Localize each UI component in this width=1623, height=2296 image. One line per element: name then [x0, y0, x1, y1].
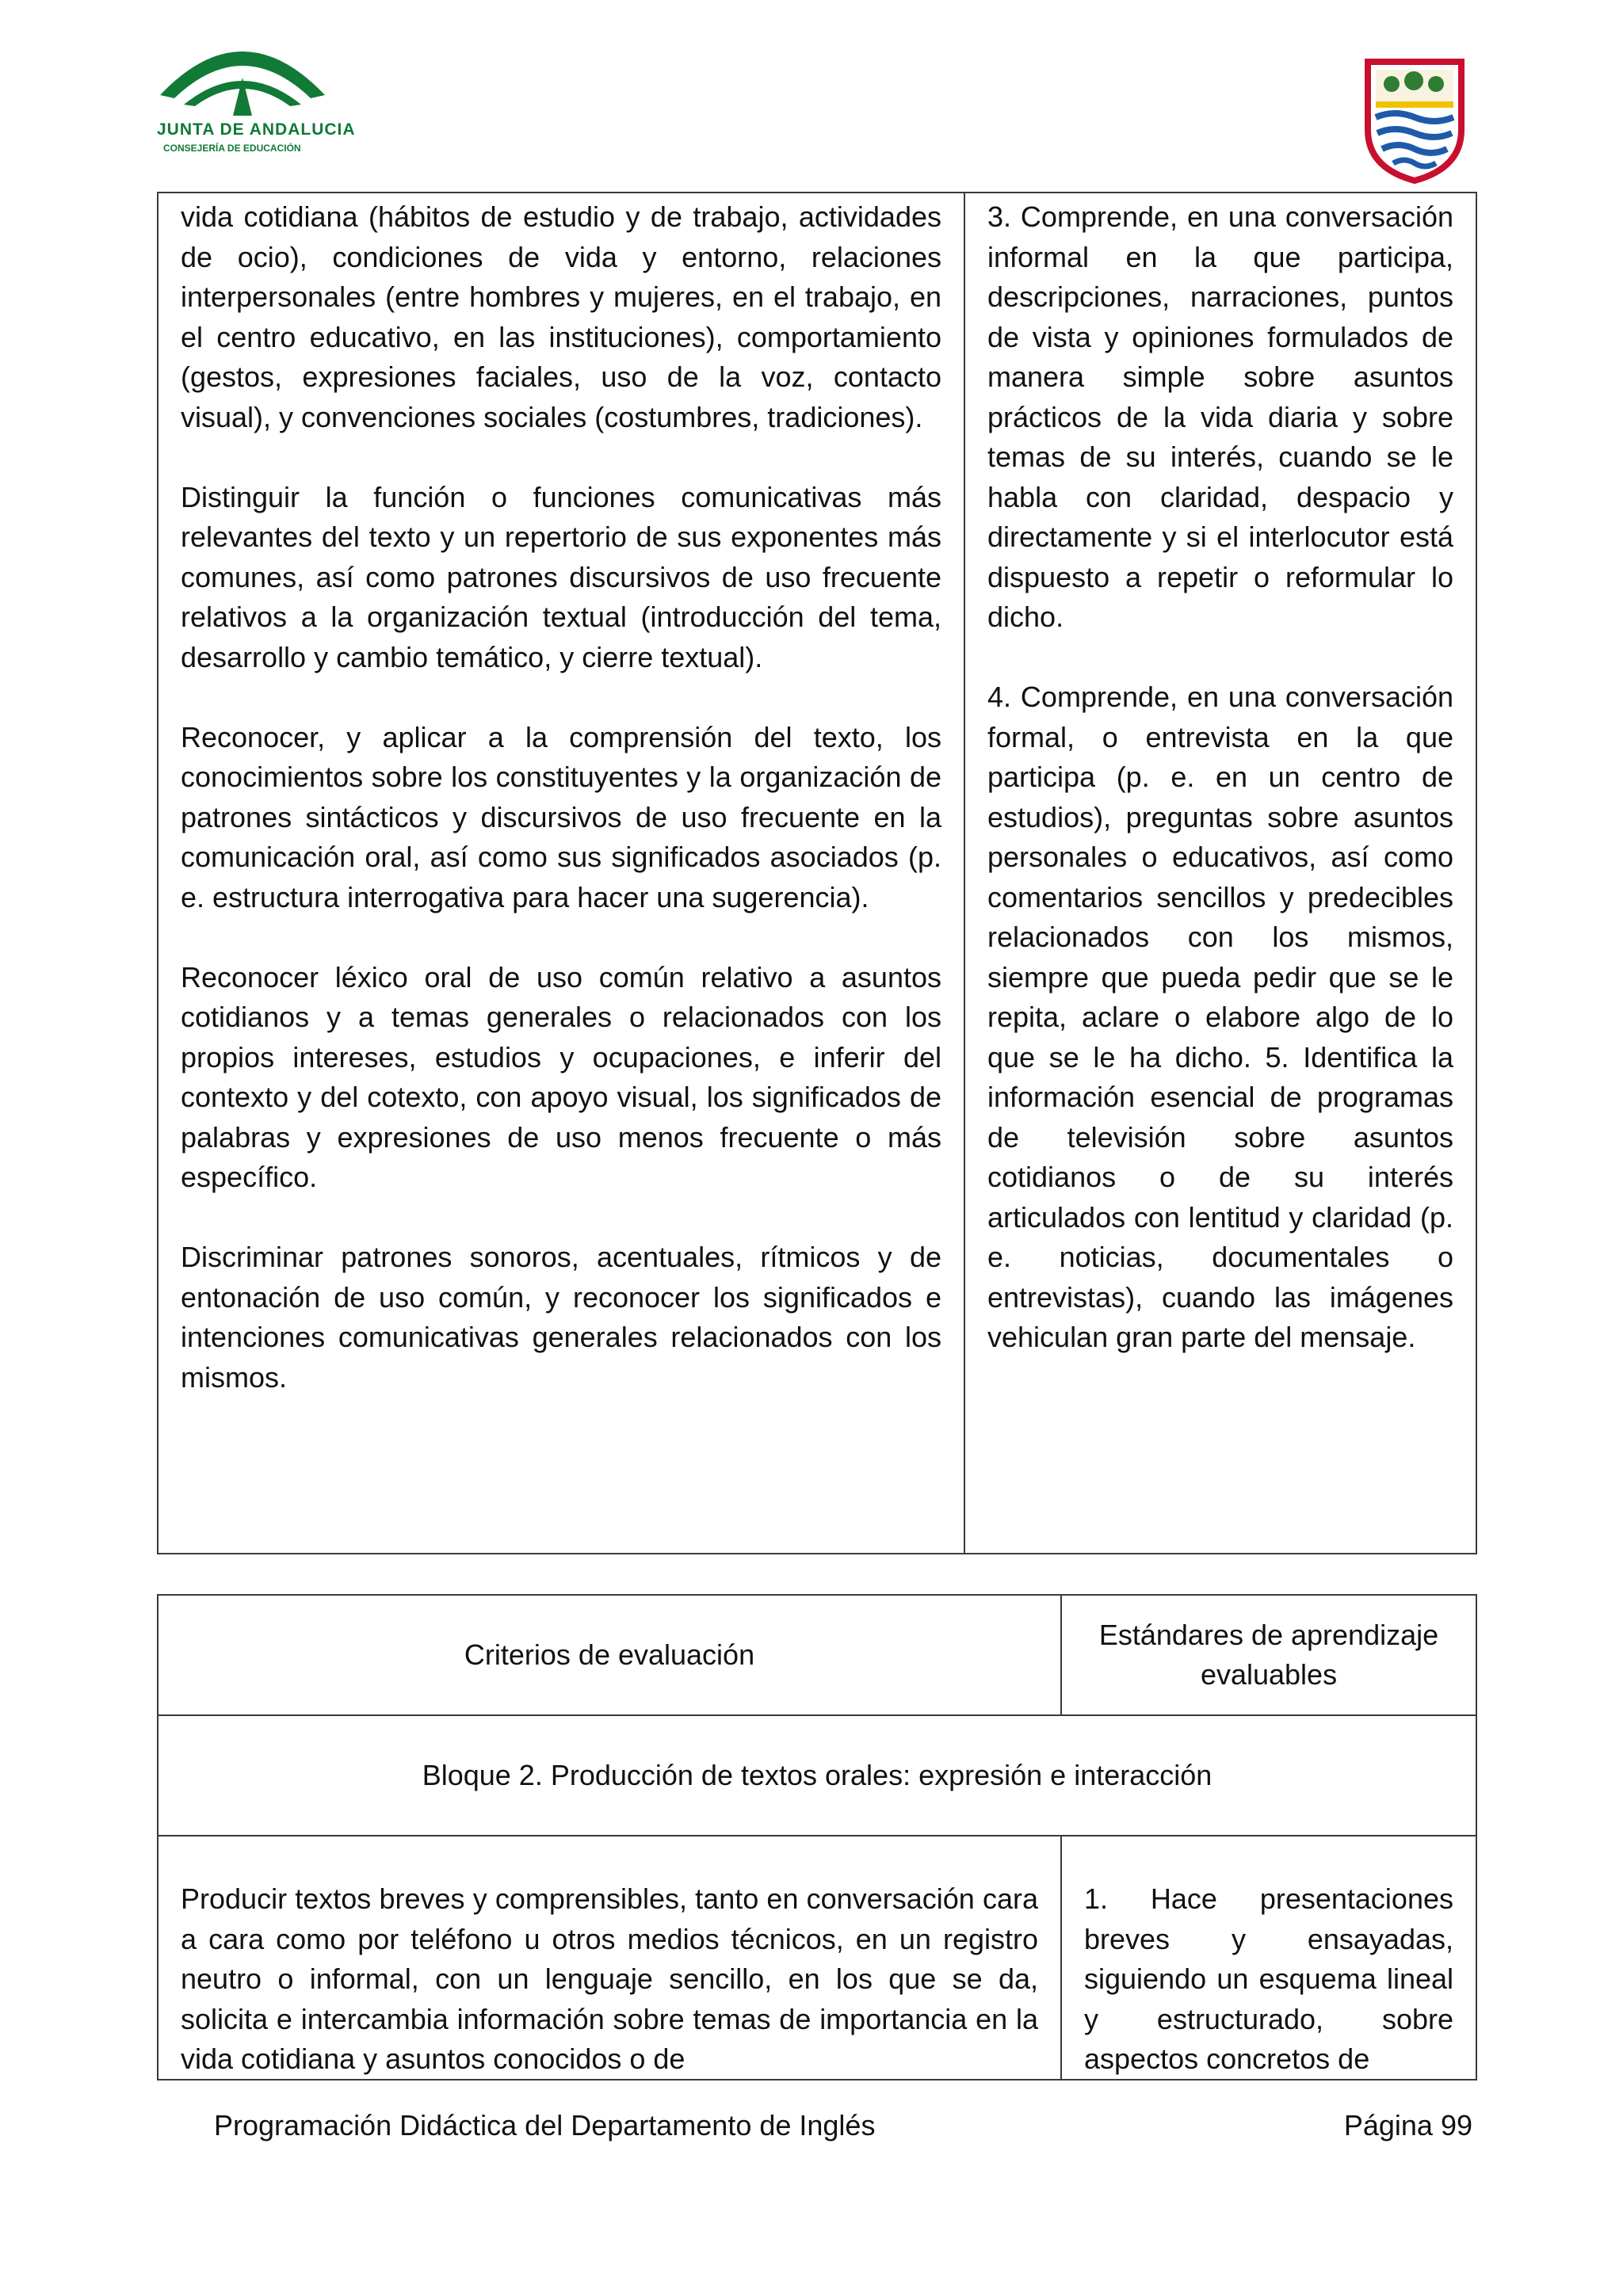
criteria-paragraph: Reconocer léxico oral de uso común relativo a asuntos cotidianos y a temas generales o relacionados con los propios intereses, estudios y ocupaciones, e inferir del contexto y del cotexto, con apoyo visual, los significados de palabras y expresiones de uso menos frecuente o más específico.: [181, 960, 941, 1193]
criteria-paragraph: Distinguir la función o funciones comunicativas más relevantes del texto y un repertorio de sus exponentes más comunes, así como patrones discursivos de uso frecuente relativos a la organización textual (introducción del tema, desarrollo y cambio temático, y cierre textual).: [181, 480, 941, 673]
standard-paragraph: 4. Comprende, en una conversación formal, o entrevista en la que participa (p. e. en un centro de estudios), preguntas sobre asuntos personales o educativos, así como comentarios sencillos y predecibles relacionados con los mismos, siempre que pueda pedir que se le repita, aclare o elabore algo de lo que se le ha dicho. 5. Identifica la información esencial de programas de televisión sobre asuntos cotidianos o de su interés articulados con lentitud y claridad (p. e. noticias, documentales o entrevistas), cuando las imágenes vehiculan gran parte del mensaje.: [987, 681, 1453, 1353]
standards-cell: [1061, 1836, 1476, 2080]
header-standards-label: Estándares de aprendizaje evaluables: [1098, 1619, 1439, 1691]
block2-table: [157, 1594, 1477, 2081]
header-standards-cell: [1061, 1595, 1476, 1715]
block-title-cell: [158, 1715, 1476, 1836]
header-criteria-cell: [158, 1595, 1061, 1715]
junta-andalucia-logo: [152, 22, 356, 165]
logo-subtitle-text: CONSEJERÍA DE EDUCACIÓN: [163, 143, 301, 154]
footer-document-title: Programación Didáctica del Departamento de Inglés: [214, 2109, 876, 2142]
criteria-cell: [158, 1836, 1061, 2080]
criteria-paragraph: Reconocer, y aplicar a la comprensión del texto, los conocimientos sobre los constituyentes y la organización de patrones sintácticos y discursivos de uso frecuente en la comunicación oral, así como sus significados asociados (p. e. estructura interrogativa para hacer una sugerencia).: [181, 720, 941, 913]
school-crest-icon: [1363, 57, 1466, 184]
logo-brand-text: JUNTA DE ANDALUCIA: [157, 120, 356, 139]
criteria-paragraph: Discriminar patrones sonoros, acentuales, rítmicos y de entonación de uso común, y reconocer los significados e intenciones comunicativas generales relacionados con los mismos.: [181, 1241, 941, 1394]
footer-page-number: Página 99: [1343, 2109, 1472, 2142]
standard-paragraph: 1. Hace presentaciones breves y ensayadas, siguiendo un esquema lineal y estructurado, sobre aspectos concretos de: [1084, 1882, 1453, 2075]
block-title: Bloque 2. Producción de textos orales: expresión e interacción: [422, 1759, 1212, 1791]
junta-arc-icon: [152, 22, 333, 125]
header-criteria-label: Criterios de evaluación: [464, 1638, 755, 1671]
criteria-paragraph: vida cotidiana (hábitos de estudio y de trabajo, actividades de ocio), condiciones de vida y entorno, relaciones interpersonales (entre hombres y mujeres, en el trabajo, en el centro educativo, en las instituciones), comportamiento (gestos, expresiones faciales, uso de la voz, contacto visual), y convenciones sociales (costumbres, tradiciones).: [181, 200, 941, 433]
criteria-table-continued: [157, 192, 1477, 1554]
standards-cell: [964, 193, 1476, 1554]
criteria-paragraph: Producir textos breves y comprensibles, tanto en conversación cara a cara como por teléfono u otros medios técnicos, en un registro neutro o informal, con un lenguaje sencillo, en los que se da, solicita e intercambia información sobre temas de importancia en la vida cotidiana y asuntos conocidos o de: [181, 1882, 1038, 2075]
standard-paragraph: 3. Comprende, en una conversación informal en la que participa, descripciones, narraciones, puntos de vista y opiniones formulados de manera simple sobre asuntos prácticos de la vida diaria y sobre temas de su interés, cuando se le habla con claridad, despacio y directamente y si el interlocutor está dispuesto a repetir o reformular lo dicho.: [987, 200, 1453, 633]
criteria-cell: [158, 193, 964, 1554]
